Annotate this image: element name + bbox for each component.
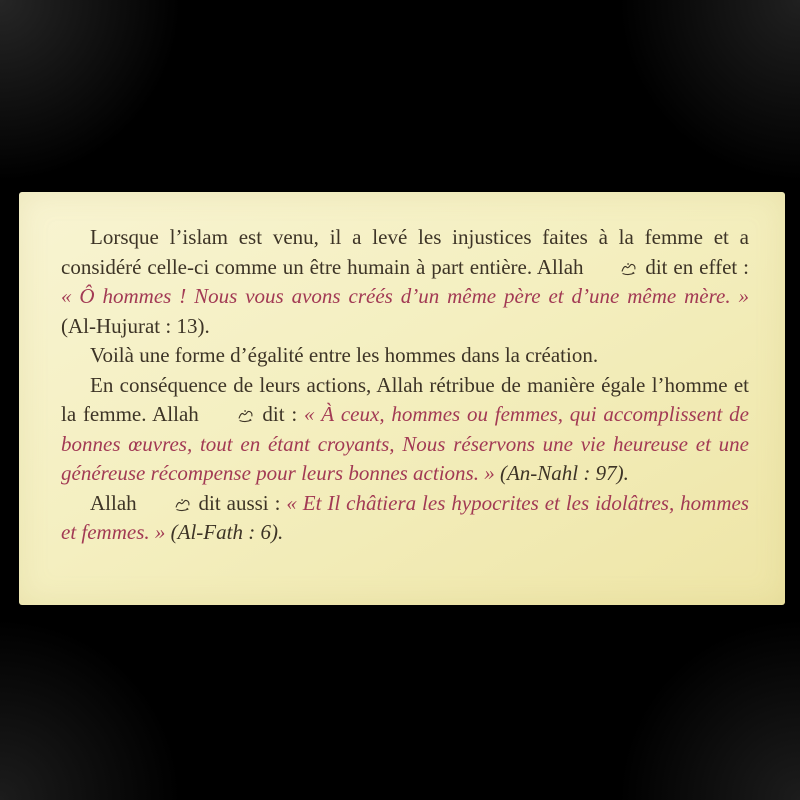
quran-quote: « Et Il châtiera les hypocrites et les idolâtres, hommes et femmes. » [61, 490, 749, 544]
body-text: dit : [255, 402, 304, 426]
verse-reference: (Al-Fath : 6). [170, 520, 284, 544]
body-text: dit en effet : [639, 254, 749, 279]
text-block [61, 223, 749, 548]
body-text: Lorsque l’islam est venu, il a levé les injustices faites à la femme et a considéré celle-ci comme un être humain à part entière. Allah [61, 225, 749, 279]
allah-calligraphy-icon [143, 489, 193, 519]
paragraph [61, 371, 749, 489]
paragraph [61, 223, 749, 341]
allah-calligraphy-icon [589, 253, 639, 283]
quran-quote: « Ô hommes ! Nous vous avons créés d’un même père et d’une même mère. » [61, 284, 749, 308]
body-text: Allah [90, 490, 143, 515]
allah-calligraphy-icon [206, 400, 256, 430]
book-page [19, 192, 785, 605]
paragraph [61, 341, 749, 371]
body-text: dit aussi : [192, 490, 287, 515]
paragraph [61, 489, 749, 548]
quran-quote: « À ceux, hommes ou femmes, qui accomplissent de bonnes œuvres, tout en étant croyants, Nous réservons une vie heureuse et une généreuse récompense pour leurs bonnes actions. » [61, 402, 749, 485]
body-text: Voilà une forme d’égalité entre les hommes dans la création. [90, 343, 599, 367]
verse-reference: (An-Nahl : 97). [499, 461, 629, 485]
body-text: En conséquence de leurs actions, Allah rétribue de manière égale l’homme et la femme. Allah [61, 372, 749, 426]
body-text: (Al-Hujurat : 13). [61, 313, 210, 338]
